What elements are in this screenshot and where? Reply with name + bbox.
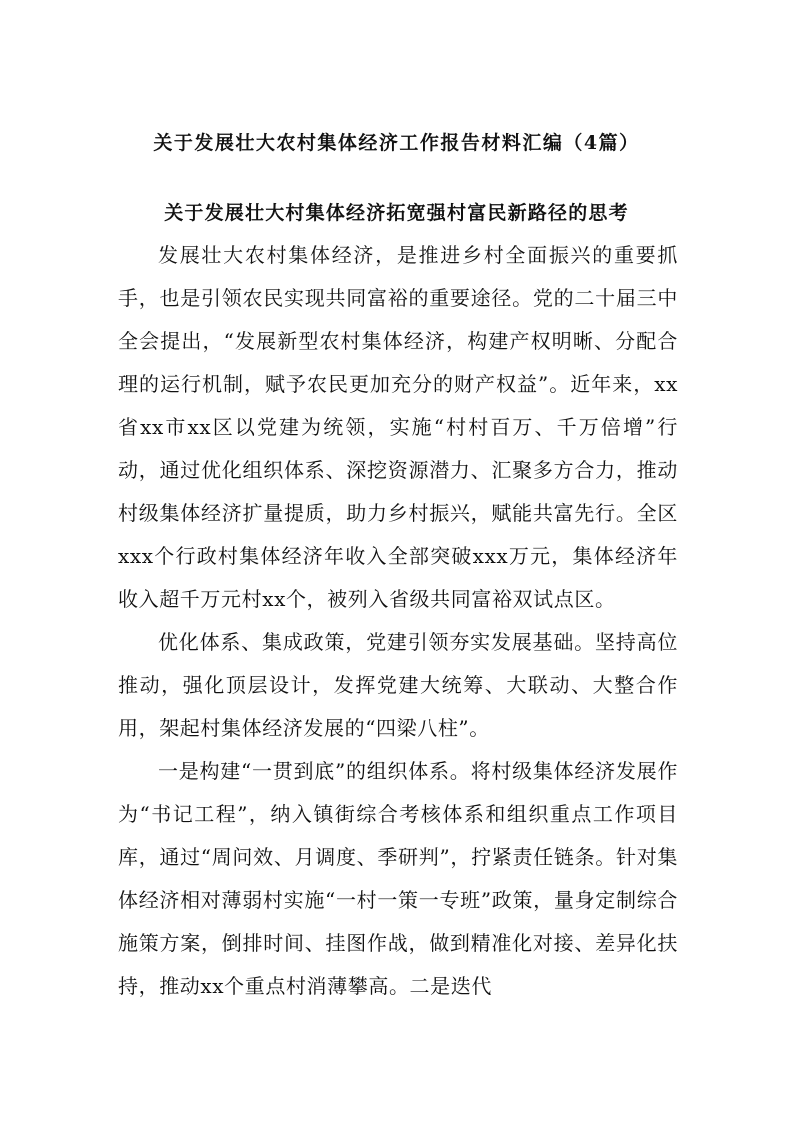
paragraph-section-heading: 优化体系、集成政策，党建引领夯实发展基础。坚持高位推动，强化顶层设计，发挥党建大统筹、大联动、大整合作用，架起村集体经济发展的“四梁八柱”。 <box>118 630 678 740</box>
paragraph-organization-system: 一是构建“一贯到底”的组织体系。将村级集体经济发展作为“书记工程”，纳入镇街综合考核体系和组织重点工作项目库，通过“周问效、月调度、季研判”，拧紧责任链条。针对集体经济相对薄弱村实施“一村一策一专班”政策，量身定制综合施策方案，倒排时间、挂图作战，做到精准化对接、差异化扶持，推动xx个重点村消薄攀高。二是迭代 <box>118 759 678 998</box>
paragraph-intro: 发展壮大农村集体经济，是推进乡村全面振兴的重要抓手，也是引领农民实现共同富裕的重要途径。党的二十届三中全会提出，“发展新型农村集体经济，构建产权明晰、分配合理的运行机制，赋予农民更加充分的财产权益”。近年来，xx省xx市xx区以党建为统领，实施“村村百万、千万倍增”行动，通过优化组织体系、深挖资源潜力、汇聚多方合力，推动村级集体经济扩量提质，助力乡村振兴，赋能共富先行。全区xxx个行政村集体经济年收入全部突破xxx万元，集体经济年收入超千万元村xx个，被列入省级共同富裕双试点区。 <box>118 243 678 611</box>
article-title: 关于发展壮大村集体经济拓宽强村富民新路径的思考 <box>164 202 629 224</box>
document-title: 关于发展壮大农村集体经济工作报告材料汇编（4篇） <box>153 132 640 154</box>
article-body <box>118 234 678 1008</box>
